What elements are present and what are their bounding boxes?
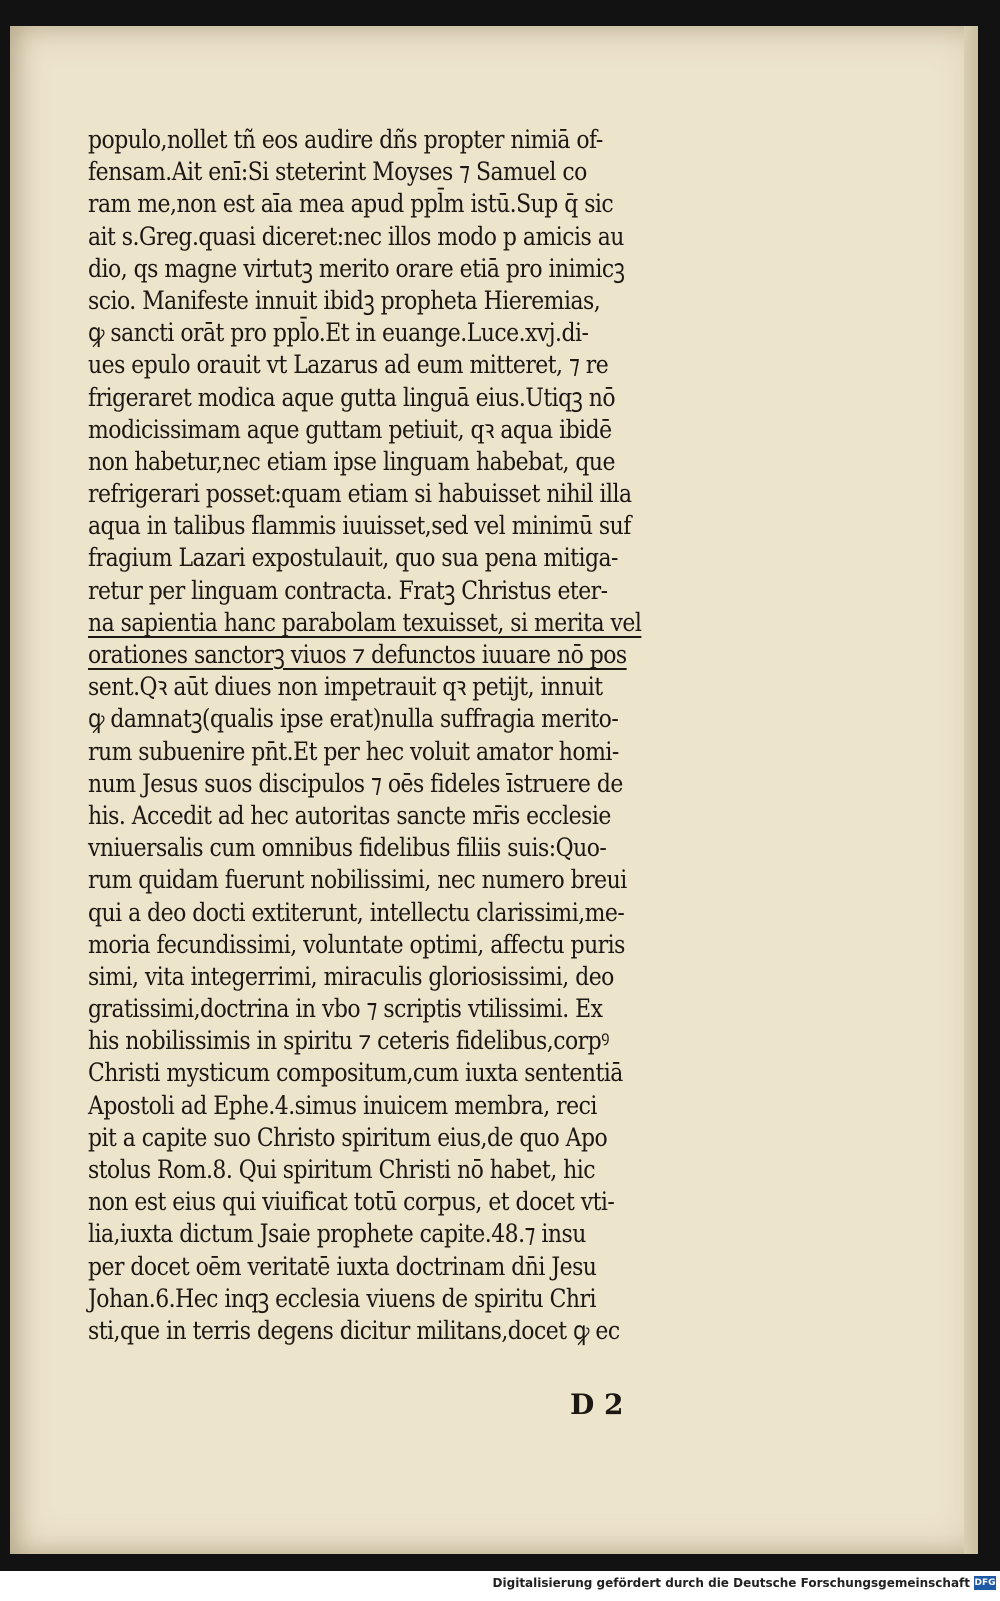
text-line: fragium Lazari expostulauit, quo sua pena mitiga- [88, 543, 618, 574]
text-block [88, 124, 788, 1347]
text-line: his. Accedit ad hec autoritas sancte mr̄is ecclesie [88, 800, 611, 831]
text-line: refrigerari posset:quam etiam si habuisset nihil illa [88, 479, 632, 510]
text-line: scio. Manifeste innuit ibidꝫ propheta Hieremias, [88, 285, 601, 316]
text-line: non habetur,nec etiam ipse linguam habebat, que [88, 446, 616, 477]
text-line: Johan.6.Hec inqꝫ ecclesia viuens de spiritu Chri [88, 1283, 596, 1314]
text-line: lia,iuxta dictum Jsaie prophete capite.48.⁊ insu [88, 1219, 586, 1250]
footer-credit: Digitalisierung gefördert durch die Deutsche Forschungsgemeinschaft [492, 1576, 970, 1590]
text-line: rum quidam fuerunt nobilissimi, nec numero breui [88, 865, 627, 896]
text-line: fensam.Ait enī:Si steterint Moyses ⁊ Samuel co [88, 157, 587, 188]
text-line: his nobilissimis in spiritu ⁊ ceteris fidelibus,corpꝰ [88, 1026, 610, 1057]
signature-mark: D 2 [570, 1388, 624, 1421]
text-line: num Jesus suos discipulos ⁊ oēs fideles īstruere de [88, 768, 623, 799]
text-line: ꝙ sancti orāt pro ppl̄o.Et in euange.Luce.xvj.di- [88, 318, 589, 349]
text-line: frigeraret modica aque gutta linguā eius.Utiqꝫ nō [88, 382, 616, 413]
footer-bar [0, 1571, 1000, 1601]
page-edge [964, 26, 978, 1554]
text-line: Christi mysticum compositum,cum iuxta sententiā [88, 1058, 623, 1089]
text-line: non est eius qui viuificat totū corpus, et docet vti- [88, 1187, 615, 1218]
text-line: ram me,non est aīa mea apud ppl̄m istū.Sup q̄ sic [88, 189, 614, 220]
text-line: retur per linguam contracta. Fratꝫ Christus eter- [88, 575, 608, 606]
text-line: ues epulo orauit vt Lazarus ad eum mitteret, ⁊ re [88, 350, 609, 381]
text-line: modicissimam aque guttam petiuit, qꝛ aqua ibidē [88, 414, 612, 445]
text-line: per docet oēm veritatē iuxta doctrinam dn̄i Jesu [88, 1251, 597, 1282]
text-line: vniuersalis cum omnibus fidelibus filiis suis:Quo- [88, 833, 607, 864]
text-line: ꝙ damnatꝫ(qualis ipse erat)nulla suffragia merito- [88, 704, 619, 735]
text-line: rum subuenire pn̄t.Et per hec voluit amator homi- [88, 736, 619, 767]
text-line: orationes sanctorꝫ viuos ⁊ defunctos iuuare nō pos [88, 640, 627, 670]
text-line: aqua in talibus flammis iuuisset,sed vel minimū suf [88, 511, 631, 542]
text-line: sent.Qꝛ aūt diues non impetrauit qꝛ petijt, innuit [88, 672, 603, 703]
text-line: dio, qs magne virtutꝫ merito orare etiā pro inimicꝫ [88, 253, 625, 284]
text-line: simi, vita integerrimi, miraculis gloriosissimi, deo [88, 961, 614, 992]
text-line: qui a deo docti extiterunt, intellectu clarissimi,me- [88, 897, 625, 928]
text-line: ait s.Greg.quasi diceret:nec illos modo p amicis au [88, 221, 624, 252]
dfg-logo: DFG [974, 1578, 996, 1588]
text-line: Apostoli ad Ephe.4.simus inuicem membra, reci [88, 1090, 597, 1121]
text-line: populo,nollet tñ eos audire dñs propter nimiā of- [88, 125, 603, 155]
text-line: na sapientia hanc parabolam texuisset, si merita vel [88, 607, 642, 638]
text-line: stolus Rom.8. Qui spiritum Christi nō habet, hic [88, 1155, 595, 1185]
text-line: sti,que in terris degens dicitur militans,docet ꝙ ec [88, 1315, 620, 1346]
text-line: pit a capite suo Christo spiritum eius,de quo Apo [88, 1122, 608, 1153]
text-line: gratissimi,doctrina in vbo ⁊ scriptis vtilissimi. Ex [88, 994, 603, 1025]
text-line: moria fecundissimi, voluntate optimi, affectu puris [88, 929, 625, 960]
